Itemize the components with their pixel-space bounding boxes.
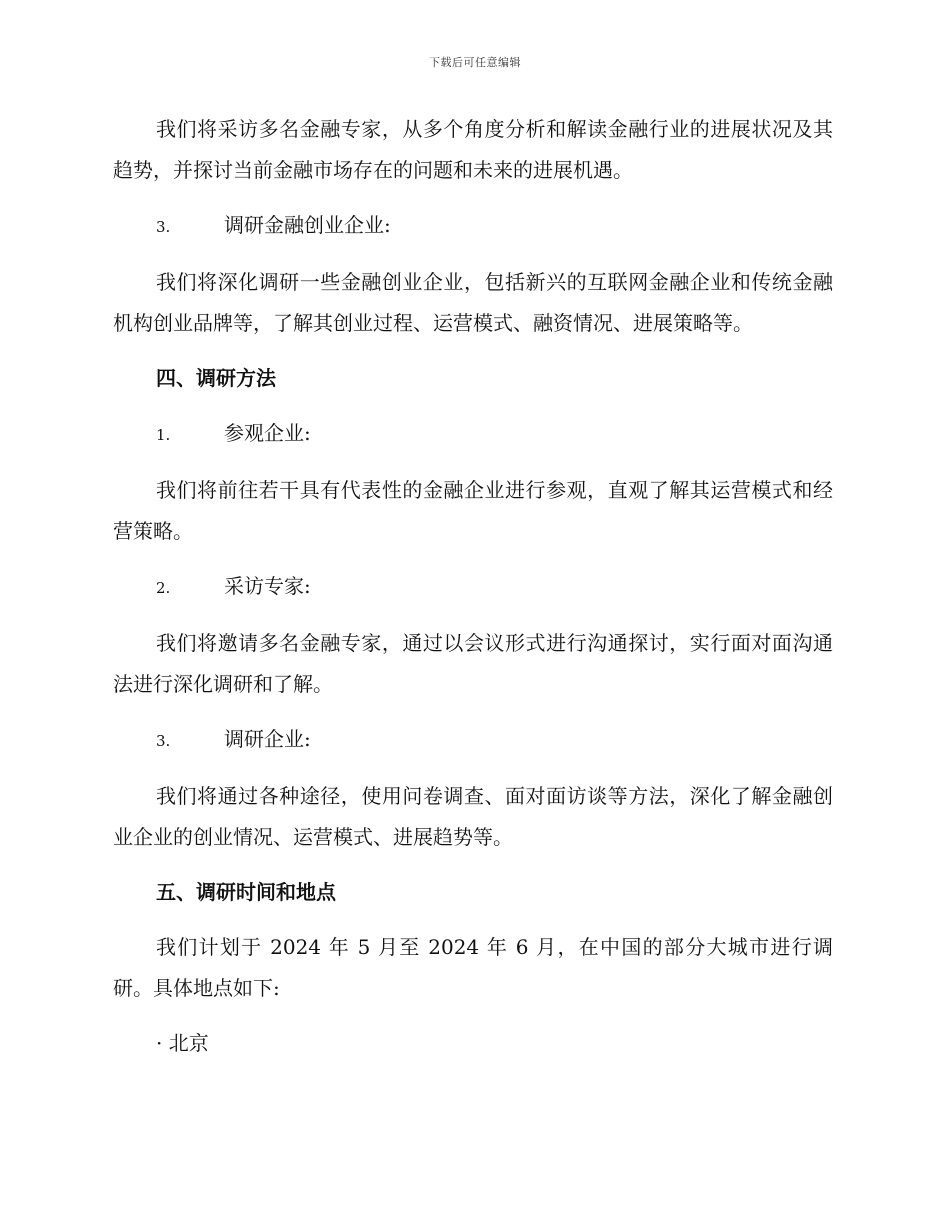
- paragraph-interview-experts: 我们将邀请多名金融专家，通过以会议形式进行沟通探讨，实行面对面沟通法进行深化调研和了解。: [113, 631, 833, 696]
- document-body: [113, 109, 833, 1064]
- paragraph-research-companies: 我们将通过各种途径，使用问卷调查、面对面访谈等方法，深化了解金融创业企业的创业情况、运营模式、进展趋势等。: [113, 784, 833, 849]
- list-item-visit-companies: [113, 413, 833, 456]
- list-item-research-startups: [113, 205, 833, 248]
- section-heading-methods: 四、调研方法: [156, 366, 276, 390]
- list-item-research-companies: [113, 719, 833, 762]
- list-number: 3.: [156, 732, 171, 750]
- paragraph-schedule: 我们计划于 2024 年 5 月至 2024 年 6 月，在中国的部分大城市进行调研。具体地点如下:: [113, 935, 833, 1000]
- list-item-interview-experts: [113, 566, 833, 609]
- list-label: 参观企业:: [224, 421, 311, 445]
- section-heading-time-location: 五、调研时间和地点: [156, 880, 336, 904]
- list-number: 3.: [156, 218, 171, 236]
- list-label: 调研金融创业企业:: [224, 213, 391, 237]
- list-label: 采访专家:: [224, 574, 311, 598]
- list-label: 调研企业:: [224, 727, 311, 751]
- paragraph-startup-research: 我们将深化调研一些金融创业企业，包括新兴的互联网金融企业和传统金融机构创业品牌等，了解其创业过程、运营模式、融资情况、进展策略等。: [113, 270, 833, 335]
- list-number: 2.: [156, 579, 171, 597]
- paragraph-expert-interviews: 我们将采访多名金融专家，从多个角度分析和解读金融行业的进展状况及其趋势，并探讨当前金融市场存在的问题和未来的进展机遇。: [113, 117, 833, 182]
- bullet-item-beijing: · 北京: [156, 1031, 209, 1055]
- list-number: 1.: [156, 426, 171, 444]
- page-header-note: 下载后可任意编辑: [429, 56, 521, 69]
- paragraph-visit-companies: 我们将前往若干具有代表性的金融企业进行参观，直观了解其运营模式和经营策略。: [113, 478, 833, 543]
